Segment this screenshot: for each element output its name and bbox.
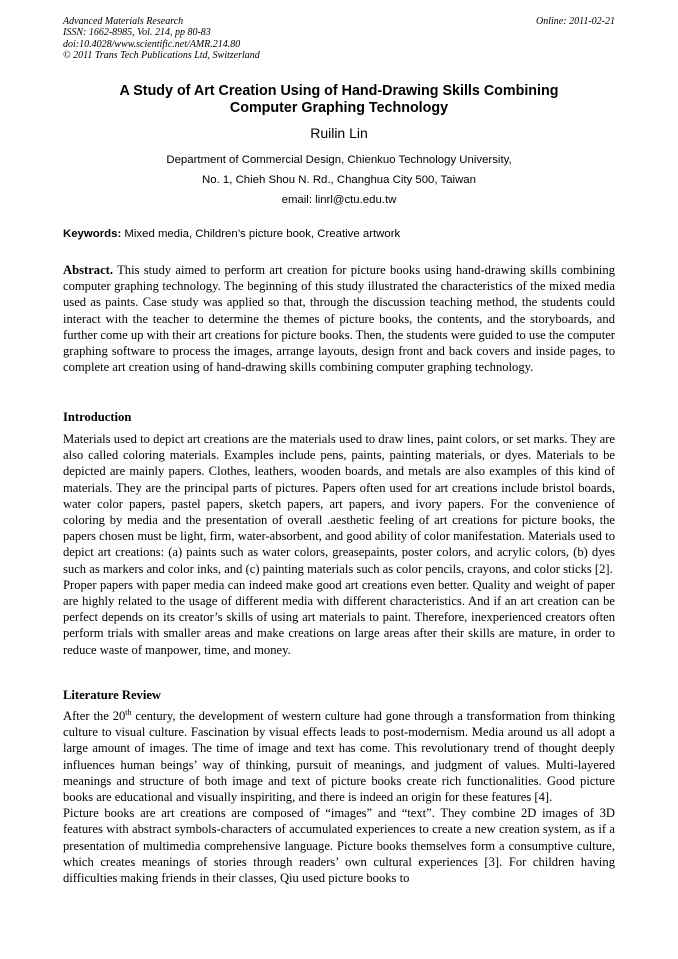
lit-p1-superscript: th — [125, 707, 132, 717]
abstract-paragraph — [63, 262, 615, 375]
affiliation-line-1: Department of Commercial Design, Chienkuo Technology University, — [166, 154, 512, 166]
literature-review-section — [63, 708, 615, 886]
introduction-heading-block — [63, 409, 615, 425]
online-date: Online: 2011-02-21 — [536, 16, 615, 27]
literature-review-paragraph-1 — [63, 708, 615, 805]
journal-header — [63, 16, 615, 62]
journal-name: Advanced Materials Research — [63, 16, 184, 27]
keywords-text: Mixed media, Children’s picture book, Creative artwork — [121, 228, 401, 240]
abstract-text: This study aimed to perform art creation for picture books using hand-drawing skills combining computer graphing technology. The beginning of this study illustrated the characteristics of the mixed media used as paints. Case study was applied so that, through the discussion teaching method, the students could interact with the teacher to determine the themes of picture books, the contents, and the storyboards, and further come up with their art creations for picture books. Then, the students were guided to use the computer graphing software to process the images, arrange layouts, design front and back covers and inside pages, to complete art creation using of hand-drawing skills combining computer graphing technology. — [63, 263, 615, 375]
keywords — [63, 226, 615, 242]
introduction-heading: Introduction — [63, 410, 132, 424]
affiliation-line-2: No. 1, Chieh Shou N. Rd., Changhua City 500, Taiwan — [202, 174, 476, 186]
introduction-paragraph-2: Proper papers with paper media can indeed make good art creations even better. Quality and weight of paper are highly related to the usage of different media with different characteristics. And if an art creation can be perfect depends on its creator’s skills of using art materials to paint. Therefore, inexperienced creators often perform trials with smaller areas and make creations on large areas after their skills are mature, in order to reduce waste of manpower, time, and money. — [63, 577, 615, 657]
author-name: Ruilin Lin — [310, 125, 368, 141]
journal-copyright: © 2011 Trans Tech Publications Ltd, Switzerland — [63, 50, 260, 62]
literature-review-heading-block — [63, 687, 615, 703]
author-affiliation — [63, 150, 615, 190]
abstract-section — [63, 262, 615, 375]
keywords-label: Keywords: — [63, 228, 122, 240]
paper-title-line-2: Computer Graphing Technology — [229, 100, 449, 116]
lit-p1-rest: century, the development of western culture had gone through a transformation from thinking culture to visual culture. Fascination by visual effects leads to post-modernism. Media around us all adopt a large amount of images. The time of image and text has come. This revolutionary trend of thought deeply influences human beings’ way of thinking, pursuit of meanings, and judgment of values. Multi-layered meanings and structure of both image and text of picture books create rich functionalities. Good picture books are educational and visually inspiriting, and there is indeed an origin for these features [4]. — [63, 709, 615, 805]
literature-review-heading: Literature Review — [63, 688, 162, 702]
literature-review-paragraph-2: Picture books are art creations are composed of “images” and “text”. They combine 2D images of 3D features with abstract symbols-characters of accumulated experiences to create a new creation system, as if a presentation of multimedia comprehensive language. Picture books themselves form a consumptive culture, which creates meanings of stories through readers’ own cultural experiences [3]. For children having difficulties making friends in their classes, Qiu used picture books to — [63, 806, 615, 886]
paper-title — [63, 83, 615, 117]
introduction-section — [63, 431, 615, 658]
lit-p1-start: After the 20 — [63, 709, 126, 723]
paper-title-line-1: A Study of Art Creation Using of Hand-Drawing Skills Combining — [119, 83, 559, 99]
introduction-paragraph-1: Materials used to depict art creations are the materials used to draw lines, paint colors, or set marks. They are also called coloring materials. Examples include pens, paints, painting materials, or dyes. Materials to be depicted are mainly papers. Clothes, leathers, wooden boards, and metals are also examples of this kind of materials. They are the principal parts of pictures. Papers often used for art creations include bristol boards, water color papers, pastel papers, sketch papers, art papers, and ivory papers. For the convenience of coloring by media and the presentation of overall .aesthetic feeling of art creations for picture books, the papers chosen must be light, firm, water-absorbent, and good ability of color manifestation. Materials used to depict art creations: (a) paints such as water colors, greasepaints, poster colors, and acrylic colors, (b) dyes such as markers and color inks, and (c) painting materials such as color pencils, crayons, and color sticks [2]. — [63, 432, 615, 576]
journal-issn: ISSN: 1662-8985, Vol. 214, pp 80-83 — [63, 27, 211, 39]
abstract-label: Abstract. — [63, 263, 114, 277]
journal-doi[interactable]: doi:10.4028/www.scientific.net/AMR.214.80 — [63, 38, 241, 50]
author-email[interactable]: email: linrl@ctu.edu.tw — [281, 194, 397, 206]
